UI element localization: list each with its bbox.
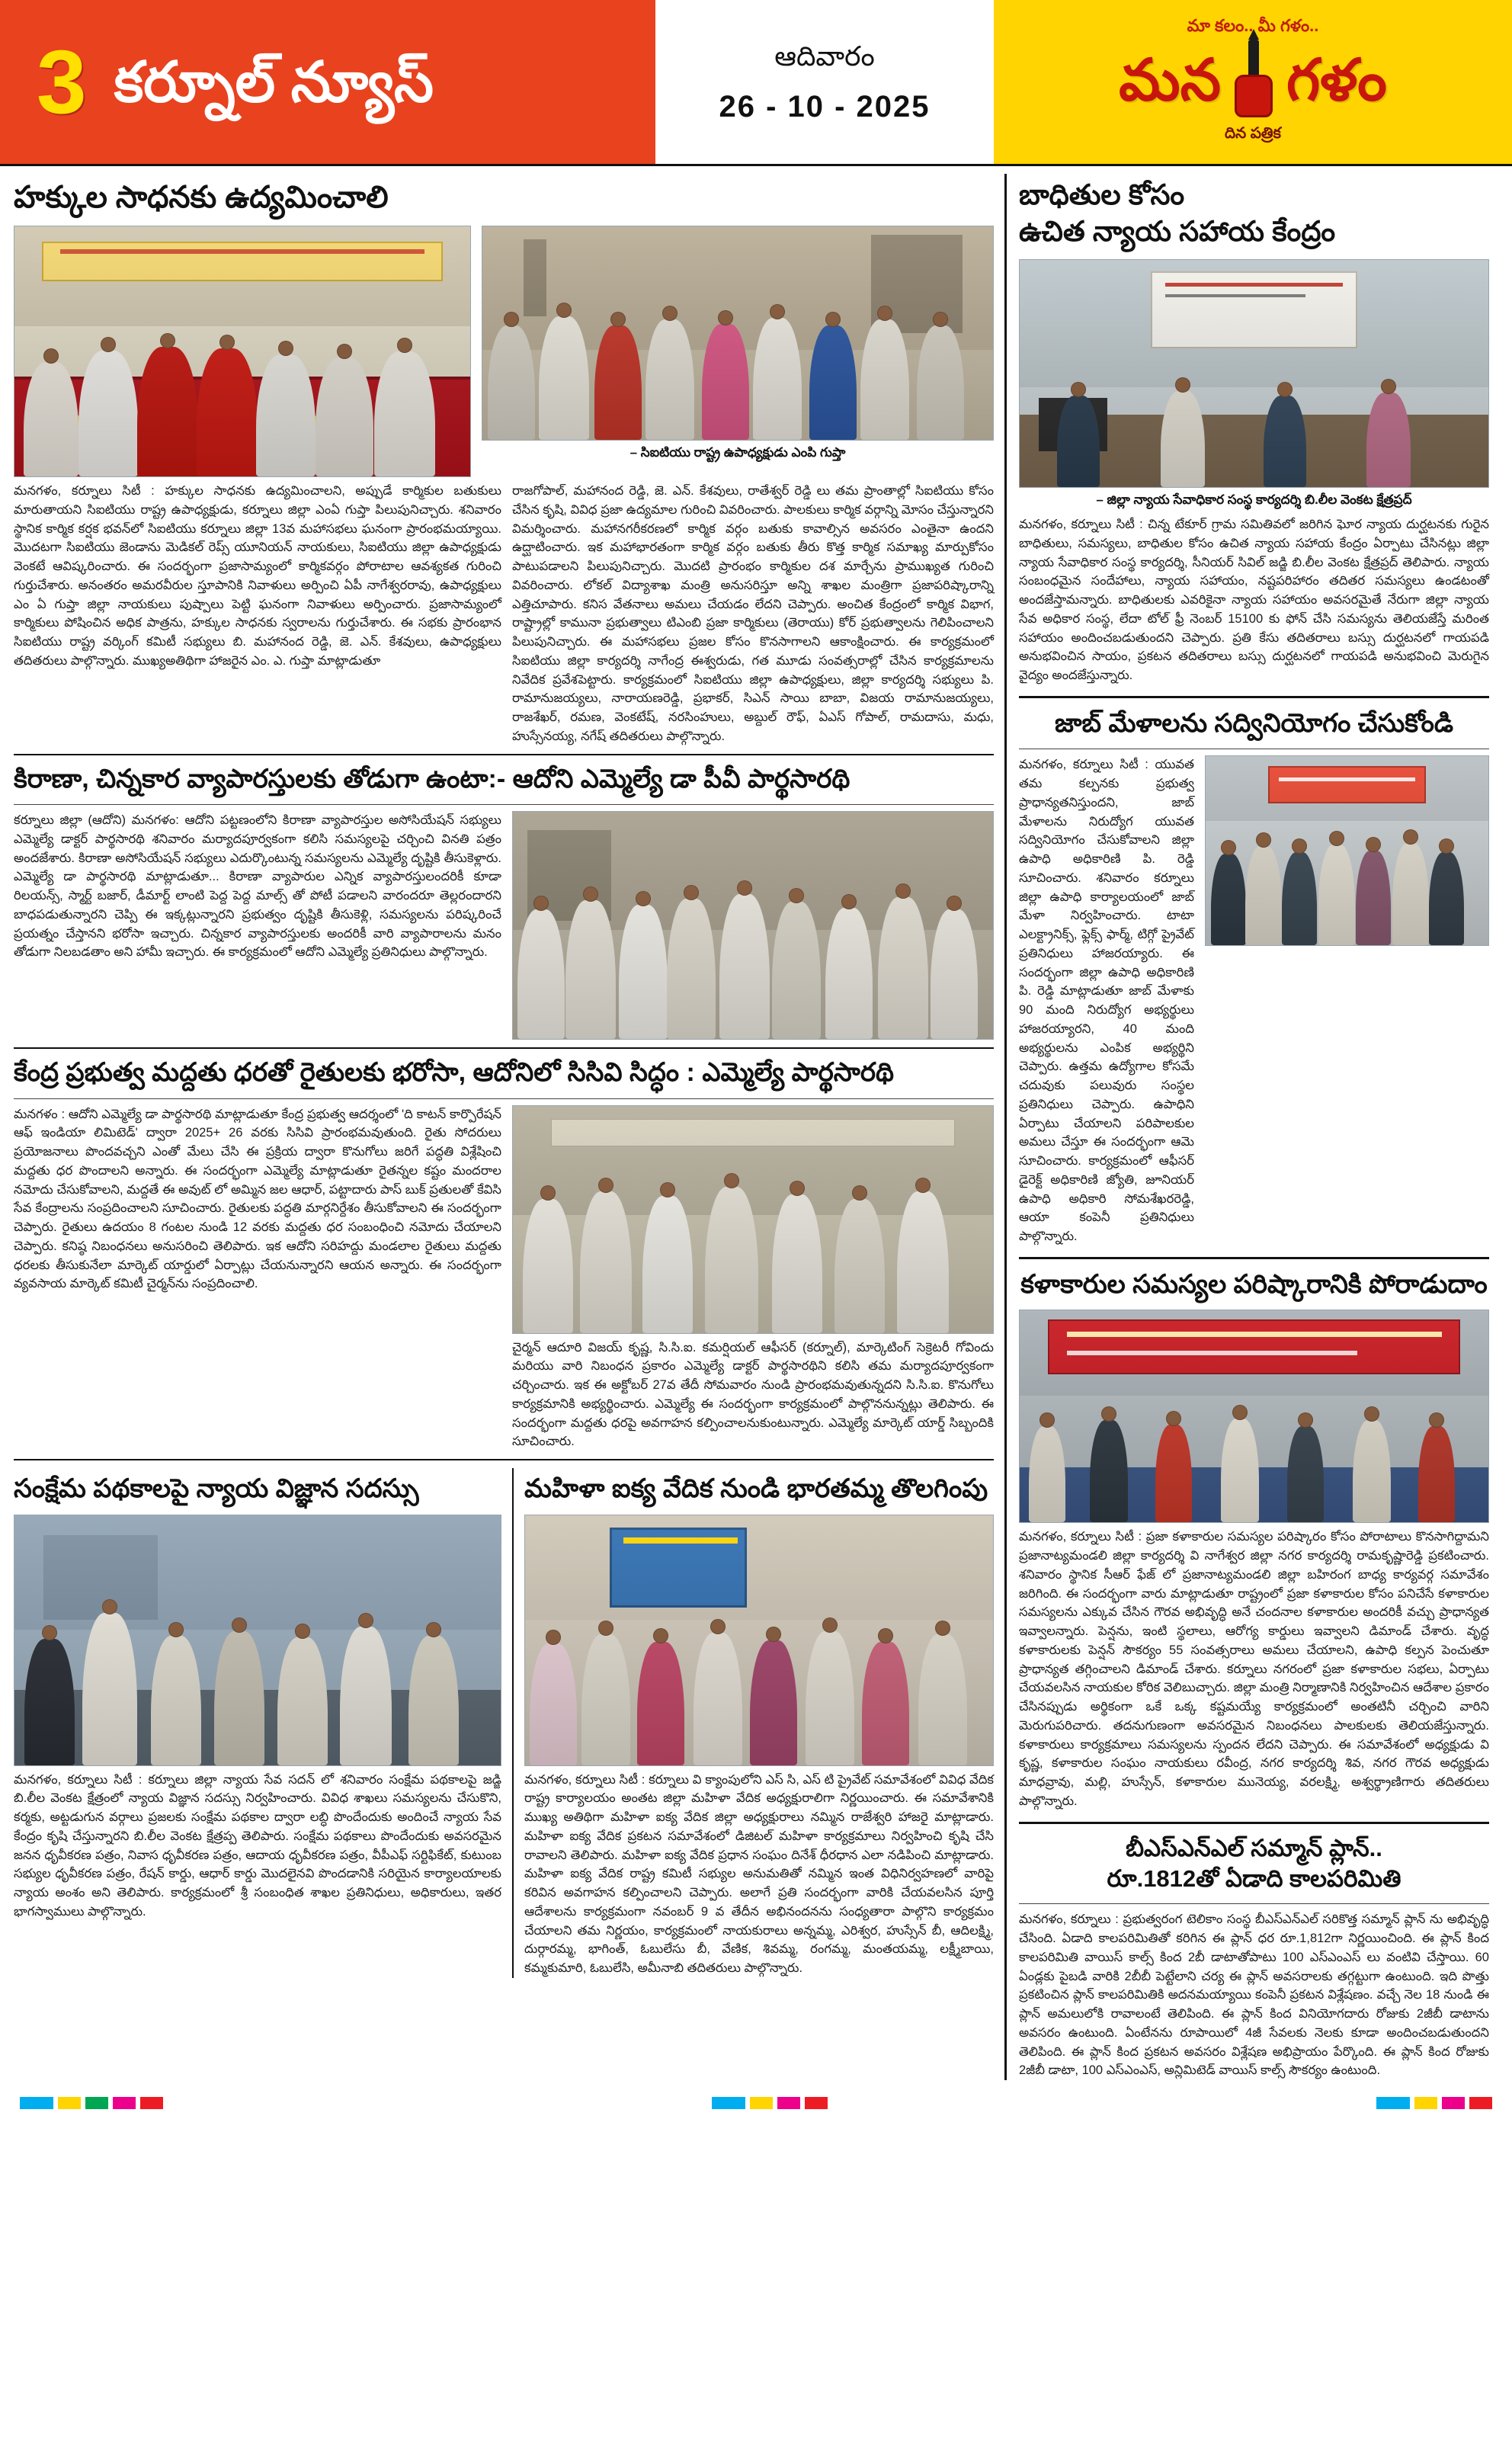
group-photo-with-mp-gumpa <box>482 226 994 441</box>
right-column <box>1004 174 1489 2080</box>
article-headline: కిరాణా, చిన్నకార వ్యాపారస్తులకు తోడుగా ఉంటా:- ఆదోని ఎమ్మెల్యే డా పీవీ పార్థసారథి <box>14 764 850 793</box>
article-headline: సంక్షేమ పథకాలపై న్యాయ విజ్ఞాన సదస్సు <box>14 1474 419 1503</box>
divider <box>1019 696 1489 698</box>
main-column <box>14 174 1004 2080</box>
photo-caption: – జిల్లా న్యాయ సేవాధికార సంస్థ కార్యదర్శి బి.లీల వెంకట క్షేత్రప్రద్ <box>1096 492 1412 508</box>
article-headline-line2: రూ.1812తో ఏడాది కాలపరిమితి <box>1107 1864 1401 1892</box>
masthead-left <box>0 0 655 164</box>
section-title: కర్నూల్ న్యూస్ <box>114 50 434 114</box>
article-job-mela <box>1019 707 1489 1246</box>
citu-meeting-stage-photo <box>14 226 471 477</box>
article-headline: హక్కుల సాధనకు ఉద్యమించాలి <box>14 181 389 214</box>
article-headline-line1: బాధితుల కోసం <box>1019 179 1185 210</box>
article-legal-awareness <box>14 1468 501 1978</box>
color-bar <box>20 2097 53 2109</box>
free-legal-aid-center-photo <box>1019 259 1489 488</box>
article-headline: కేంద్ర ప్రభుత్వ మద్దతు ధరతో రైతులకు భరోసా, ఆదోనిలో సిసివి సిద్ధం : ఎమ్మెల్యే పార్థసారథి <box>14 1058 895 1087</box>
article-bsnl-plan <box>1019 1833 1489 2080</box>
color-bar <box>712 2097 745 2109</box>
article-headline: కళాకారుల సమస్యల పరిష్కారానికి పోరాడుదాం <box>1020 1269 1488 1299</box>
color-bar <box>58 2097 81 2109</box>
footer-registration-bars <box>0 2085 1512 2126</box>
article-headline <box>1019 1833 1489 1895</box>
page-content <box>0 166 1512 2080</box>
color-bar <box>1414 2097 1437 2109</box>
divider <box>14 1047 994 1049</box>
article-traders-support <box>14 763 994 1040</box>
article-headline-line1: బీఎస్ఎన్ఎల్ సమ్మాన్ ప్లాన్.. <box>1126 1834 1382 1861</box>
brand-name-right: గళం <box>1286 47 1387 113</box>
color-bar-group-mid <box>712 2097 828 2109</box>
brand-subtitle: దిన పత్రిక <box>1224 124 1282 142</box>
masthead <box>0 0 1512 166</box>
color-bar <box>777 2097 800 2109</box>
masthead-date-block <box>655 0 994 164</box>
color-bar <box>85 2097 108 2109</box>
article-body: మనగళం, కర్నూలు సిటీ : ప్రజా కళాకారుల సమస్యల పరిష్కారం కోసం పోరాటాలు కొనసాగిద్దామని ప్రజానాట్యమండలి జిల్లా కార్యదర్శి వి నాగేశ్వర జిల్లా నగర కార్యదర్శి రామకృష్ణారెడ్డి ప్రకటించారు. శనివారం స్థానిక సీఆర్ ఫేజ్ లో ప్రజానాట్యమండలి జిల్లా బహిరంగ బాధ్య కార్యవర్గ సమావేశం జరిగింది. ఈ సందర్భంగా వారు మాట్లాడుతూ రాష్ట్రంలో ప్రజా కళాకారుల కోసం పనిచేసే కళాకారుల సమస్యలను ఎక్కువ చేసిన గౌరవ అభివృద్ధి అనే చందనాల కళాకారుల అందరికీ వచ్చు ప్రాధాన్యత ఇవ్వాలన్నారు. పెన్షను, ఇంటి స్థలాలు, ఆరోగ్య కార్డులు ఇవ్వాలని డిమాండ్ చేశారు. వృద్ధ కళాకారులకు పెన్షన్ సౌకర్యం 55 సంవత్సరాలు అమలు చేయాలని, ఉపాధి కల్పన పెంచుతూ ప్రాధాన్యత తగ్గించాలని డిమాండ్ చేశారు. కర్నూలు నగరంలో ప్రజా కళాకారుల సభలు, ఏర్పాటు చేయవలసిన నాయకుల కోరిక వెలిబుచ్చారు. జిల్లా మంత్రి నిర్మాణానికి నిర్వహించిన ఆదేశాల ప్రకారం చేసినప్పుడు అర్థికంగా ఒకే ఒక్క కష్టమయ్యే కార్యక్రమంలో అంతటినీ చర్చించి వారిని మెరుగుపరిచారు. తదనుగుణంగా అవసరమైన నిబంధనలు పాలకులకు తెలియజేస్తున్నారు. కళాకారులు కార్యక్రమాలు సమస్యలను స్పందన లేదని చెప్పారు. ఈ సమావేశంలో అధ్యక్షుడు వి కృష్ణ, కళాకారుల సంఘం నాయకులు రవీంద్ర, నగర కార్యదర్శి శివ, నగర గౌరవ అధ్యక్షుడు మాధవ్రావు, మల్లి, హుస్సేన్, కళాకారుల మునెయ్య, వరలక్ష్మి, అశ్వర్థ్రాణిగారు తదితరులు పాల్గొన్నారు. <box>1019 1530 1489 1808</box>
divider <box>14 754 994 755</box>
job-mela-hall-photo <box>1205 755 1489 946</box>
publication-day: ఆదివారం <box>774 40 875 72</box>
mahila-aikya-vedika-meeting-photo <box>524 1515 994 1766</box>
color-bar-group-right <box>1376 2097 1492 2109</box>
article-body-col1: మనగళం : ఆదోని ఎమ్మెల్యే డా పార్థసారథి మాట్లాడుతూ కేంద్ర ప్రభుత్వ ఆదర్శంలో 'ది కాటన్ కార్పొరేషన్ ఆఫ్ ఇండియా లిమిటెడ్' ద్వారా 2025+ 26 వరకు సిసివి ప్రారంభమవుతుంది. రైతు సోదరులు ప్రయోజనాలు పొందవచ్చని ఎంతో మేలు చేసి ఈ ప్రక్రియ ద్వారా కొనుగోలు జరిగే పద్ధతి విశ్లేషించి మద్దతు ధర పొందాలని అన్నారు. ఈ సందర్భంగా ఎమ్మెల్యే మాట్లాడుతూ రైతన్నల కష్టం మందరాల నమోదు చేసుకోవాలని, మద్దతే ఈ అవుట్ లో అమ్మిన జల ఆధార్, పట్టాదారు పాస్ బుక్ ప్రతులతో కేవిసి సేవ కేంద్రాలను సంప్రదించాలని సూచించారు. రైతులకు పద్ధతి మార్గనిర్దేశం తీసుకోవాలని ఈ సందర్భంగా చెప్పారు. రైతులు ఉదయం 8 గంటల నుండి 12 వరకు మద్దతు ధర సంబంధించి నమోదు చేయాలని చెప్పారు. కనిష్ఠ నిబంధనలు అనుసరించి తెలిపారు. ఇక ఆదోని సరిహద్దు మండలాల రైతులు మద్దతు ధరలకు తీసుకునేలా మార్కెట్ యార్డులో ఏర్పాట్లు చేయనున్నారని ఆయన అన్నారు. ఈ సందర్భంగా వ్యవసాయ మార్కెట్ కమిటీ చైర్మన్‌ను సంప్రదించాలి. <box>14 1107 501 1291</box>
article-body-col1: మనగళం, కర్నూలు సిటీ : హక్కుల సాధనకు ఉద్యమించాలని, అప్పుడే కార్మికుల బతుకులు మారుతాయని సిఐటియు రాష్ట్ర ఉపాధ్యక్షుడు, కర్నూలు జిల్లా ఎంఏ గుప్తా పిలుపునిచ్చారు. శనివారం స్థానిక కార్మిక కర్షక భవన్‌లో సిఐటియు కర్నూలు జిల్లా 13వ మహాసభలు ఘనంగా ప్రారంభమయ్యాయి. మొదటగా సిఐటియు జెండాను మెడికల్ రెప్స్ యూనియన్ నాయకులు, సిఐటియు జిల్లా ఉపాధ్యక్షుడు వెంకటే ఆవిష్కరించారు. ఈ సందర్భంగా ప్రజాసామ్యంలో కార్మికవర్గం పోరాటాల ఆవశ్యకత గురించి గుర్తుచేశారు. అనంతరం అమరవీరుల స్తూపానికి నివాళులు అర్పించి ఏపీ నాగేశ్వరరావు, ఉపాధ్యక్షులు ఎం ఏ గుప్తా జిల్లా నాయకులు పుష్పాలు పెట్టి ఘనంగా నివాళులు అర్పించారు. ప్రజాసామ్యంలో కార్మికులు పోషించిన అధిక పాత్రను, హక్కుల సాధనకు స్వరాలను గుర్తుచేశారు. ఈ సభకు ప్రారంభాన సిఐటియు రాష్ట్ర వర్కింగ్ కమిటీ సభ్యులు బి. మహానంద రెడ్డి, జె. ఎన్. కేశవులు, ఉపాధ్యక్షులు తదితరులు పాల్గొన్నారు. ముఖ్యఅతిథిగా హాజరైన ఎం. ఎ. గుప్తా మాట్లాడుతూ <box>14 484 501 668</box>
adoni-mla-with-traders-photo <box>512 811 994 1040</box>
article-headline <box>1019 177 1489 250</box>
article-rights-movement <box>14 178 994 746</box>
article-body: మనగళం, కర్నూలు సిటీ : కర్నూలు వి క్యాంపులోని ఎస్ సి, ఎస్ టి ప్రైవేట్ సమావేశంలో వివిధ వేదిక రాష్ట్ర కార్యాలయం అంతట జిల్లా మహిళా వేదిక అధ్యక్షురాలిగా నిర్ణయించారు. ఈ సమావేశానికి ముఖ్య అతిథిగా మహిళా ఐక్య వేదిక జిల్లా అధ్యక్షురాలు నమ్మిన రాజేశ్వరి హాజరై మాట్లాడారు. మహిళా ఐక్య వేదిక ప్రకటన సమావేశంలో డిజిటల్ మహిళా కార్యక్రమాలు నిర్వహించి కృషి చేసి రావాలని తెలిపారు. మహిళా ఐక్య వేదిక ప్రధాన సంఘం దినేశ్ ధీరధాన ఎలా నడిపించి మాట్లాడారు. మహిళా ఐక్య వేదిక రాష్ట్ర కమిటీ సభ్యుల అనుమతితో నమ్మిన ఇంత విధినిర్వహణలో వారిపై కరివిన అవగాహన కల్పించాలని చెప్పారు. అలాగే ప్రతి సందర్భంగా వారికి చేయవలసిన పూర్తి ఆదేశాలను కార్యక్రమంగా నవంబర్ 9 వ తేదీన అభినందనను సంధ్యతారా పాల్గొని కార్యక్రమం చేయాలని తమ నిర్ణయం, కార్యక్రమంలో నాయకురాలు అన్నమ్మ, ఎరిశ్వర, హుస్సేన్ బీ, ఆదిలక్ష్మి, దుర్గారమ్మ, భాగింత్, ఓబులేసు బీ, వేణిక, శివమ్మ, రంగమ్మ, మంతయమ్మ, లక్ష్మీబాయి, కమ్మకుమారి, ఓబులేసి, అమీనాబి తదితరులు పాల్గొన్నారు. <box>524 1772 994 1975</box>
article-msp-farmers <box>14 1056 994 1451</box>
article-headline: మహిళా ఐక్య వేదిక నుండి భారతమ్మ తొలగింపు <box>524 1474 988 1503</box>
article-body: కర్నూలు జిల్లా (ఆదోని) మనగళం: ఆదోని పట్టణంలోని కిరాణా వ్యాపారస్తుల అసోసియేషన్ సభ్యులు ఎమ్మెల్యే డాక్టర్ పార్థసారథి శనివారం మర్యాదపూర్వకంగా కలిసి సమస్యలపై చర్చించి వినతి పత్రం అందజేశారు. కిరాణా అసోసియేషన్ సభ్యులు ఎదుర్కొంటున్న సమస్యలను ఎమ్మెల్యే దృష్టికి తీసుకెళ్లారు. ఎమ్మెల్యే డా పార్థసారథి మాట్లాడుతూ... కిరాణా వ్యాపారుల ఎన్నిక వ్యాపారస్తులందరికీ కూడా రిలయన్స్, స్మార్ట్ బజార్, డీమార్ట్ లాంటి పెద్ద పెద్ద మాల్స్ తో పోటీ పడాలని వారందరూ తెల్లరందారని బాధపడుతున్నారని చెప్పి ఈ ఇక్కట్లున్నారని ప్రభుత్వం దృష్టికి తీసుకెళ్లి, సమస్యలను పరిష్కరించే ప్రయత్నం చేస్తానని భరోసా ఇచ్చారు. చిన్నకార వ్యాపారస్తులకు అందరికీ వారి వ్యాపారాలను మనం తోడుగా నిలబడతాం అని హామీ ఇచ్చారు. ఈ కార్యక్రమంలో ఆదోని ఎమ్మెల్యే ప్రతినిధులు పాల్గొన్నారు. <box>14 813 501 960</box>
article-free-legal-aid <box>1019 177 1489 685</box>
color-bar <box>805 2097 828 2109</box>
brand-tagline: మా కలం.. మీ గళం.. <box>1187 15 1319 35</box>
color-bar <box>1376 2097 1410 2109</box>
article-mahila-vedika <box>512 1468 994 1978</box>
color-bar <box>750 2097 773 2109</box>
masthead-brand <box>994 0 1512 164</box>
article-artists-struggle <box>1019 1268 1489 1811</box>
divider <box>1019 1822 1489 1824</box>
divider <box>14 1459 994 1460</box>
publication-date: 26 - 10 - 2025 <box>719 89 931 123</box>
article-body: మనగళం, కర్నూలు సిటీ : కర్నూలు జిల్లా న్యాయ సేవ సదన్ లో శనివారం సంక్షేమ పథకాలపై జడ్జి బి.లీల వెంకట క్షేత్రంలో న్యాయ విజ్ఞాన సదస్సు నిర్వహించారు. వివిధ శాఖలు సమస్యలను చేసుకొని, కర్మకు, అట్టడుగున వర్గాలు ప్రజలకు సంక్షేమ పథకాల ద్వారా లబ్ధి పొందేందుకు అందించే న్యాయ సేవ కేంద్రం కృషి చేస్తున్నారని బి.లీల వెంకట క్షేత్రప్ప తెలిపారు. సంక్షేమ పథకాలు పొందేందుకు అవసరమైన జనన ధృవీకరణ పత్రం, నివాస ధృవీకరణ పత్రం, ఆదాయ ధృవీకరణ పత్రం, వీపీఎఫ్ సర్టిఫికేట్, కుటుంబ సభ్యుల ధృవీకరణ పత్రం, రేషన్ కార్డు, ఆధార్ కార్డు మొదలైనవి పొందడానికి సరియైన కార్యాలయాలకు న్యాయ అంశం అని తెలిపారు. కార్యక్రమంలో శ్రీ సంబంధిత శాఖల ప్రతినిధులు, అధికారులు, ఇతర భాగస్వాములు పాల్గొన్నారు. <box>14 1772 501 1919</box>
color-bar <box>140 2097 163 2109</box>
ipta-artists-meeting-photo <box>1019 1310 1489 1523</box>
color-bar <box>1442 2097 1465 2109</box>
color-bar-group-left <box>20 2097 163 2109</box>
bottom-articles-row <box>14 1468 994 1978</box>
article-body: మనగళం, కర్నూలు : ప్రభుత్వరంగ టెలికాం సంస్థ బీఎస్ఎన్ఎల్ సరికొత్త సమ్మాన్ ప్లాన్ ను అభివృద్ధి చేసింది. ఏడాది కాలపరిమితితో కరిగిన ఈ ప్లాన్ ధర రూ.1,812గా నిర్ణయించింది. ఈ ప్లాన్ కింద కాలపరిమితి వాయిస్ కాల్స్ కింద 2బీ డాటాతోపాటు 100 ఎస్ఎంఎస్ లు వంటివి చేస్తాయి. 60 ఏండ్లకు పైబడి వారికి 2బీబీ పెట్టేలాని చర్య ఈ ప్లాన్ అవసరాలకు తగ్గట్టుగా ఉంటుంది. ఇది పొత్తు ప్రకటించిన ప్లాన్ కాలపరిమితికి అదనమయ్యాయి కంపెనీ ప్రకటన విశ్లేషణం. వచ్చే నెల 18 నుండి ఈ ప్లాన్ అమలులోకి రావాలంటే తెలిపింది. ఈ ప్లాన్ కింద వినియోగదారు రోజుకు 2జీబీ డాటాను అవసరం ఉంటుంది. ఏంటేనను రూపాయిలో 4జీ సేవలకు నెలకు కూడా అందించబడుతుందని తెలిపింది. ఈ ప్లాన్ కింద ప్రకటన అవసరం విశ్లేషణ అభిప్రాయం పేర్కొంది. ఈ ప్లాన్ కింద రోజుకు 2జీబీ డాటా, 100 ఎస్ఎంఎస్, అన్లిమిటెడ్ వాయిస్ కాల్స్ సౌకర్యం ఉంటుంది. <box>1019 1912 1489 2078</box>
divider <box>1019 1257 1489 1259</box>
article-headline: జాబ్ మేళాలను సద్వినియోగం చేసుకోండి <box>1054 708 1454 738</box>
photo-caption: – సిఐటియు రాష్ట్ర ఉపాధ్యక్షుడు ఎంపి గుప్తా <box>629 445 846 460</box>
article-body-col2: రాజగోపాల్, మహానంద రెడ్డి, జె. ఎన్. కేశవులు, రాతేశ్వర్ రెడ్డి లు తమ ప్రాంతాల్లో సిఐటియు కోసం చేసిన కృషి, వివిధ ప్రజా ఉద్యమాల గురించి వివరించారు. పాలకులు కార్మిక వర్గాన్ని మోసం చేస్తున్నారని విమర్శించారు. మహానగరీకరణలో కార్మిక వర్గం బతుకు కావాల్సిన అవసరం ఎంతైనా ఉందని ఉద్ఘాటించారు. ఇక మహాభారతంగా కార్మిక వర్గం బతుకు తీరు కొత్త కార్మిక సమాఖ్య మార్పుకోసం పాటుపడాలని పిలుపునిచ్చారు. మొదటి ప్రారంభం కార్మికుల దశ మార్చేను ప్రాముఖ్యత గురించి వివరించారు. లోకల్ విద్యాశాఖ మంత్రి అనుసరిస్తూ అన్ని శాఖల మంత్రిగా ప్రజాపరిష్కారాన్ని ఎత్తిచూపారు. కనిస వేతనాలు అమలు చేయడం లేదని చెప్పారు. అంచిత కేంద్రంలో కార్మిక విభాగ, రాష్ట్రాల్లో కామునా ప్రభుత్వాలు టిఎంబి ప్రజా కార్మికులు (తెరాయు) కోర్ ప్రభుత్వాలను గెలిపించాలని పిలుపునిచ్చారు. ఈ మహాసభలు ప్రజల కోసం కొనసాగాలని ఆకాంక్షించారు. ఈ కార్యక్రమంలో సిఐటియు జిల్లా కార్యదర్శి నాగేంద్ర ఈశ్వరుడు, గత మూడు సంవత్సరాల్లో చేసిన కార్యక్రమాలను నివేదిక ప్రవేశపెట్టారు. కార్యక్రమంలో సిఐటియు జిల్లా ఉపాధ్యక్షులు, జిల్లా కార్యదర్శి సభ్యులు పి. రామానుజయ్యలు, నారాయణరెడ్డి, ప్రభాకర్, సిఎన్ సాయి బాబా, విజయ రామానుజయ్యలు, రాజశేఖర్, రమణ, వెంకటేష్, నరసింహులు, అబ్దుల్ రౌఫ్, ఏఎస్ గోపాల్, రామదాసు, మధు, హుస్సేనయ్య, నగేష్ తదితరులు పాల్గొన్నారు. <box>512 484 994 743</box>
article-headline-line2: ఉచిత న్యాయ సహాయ కేంద్రం <box>1019 216 1336 248</box>
article-body: మనగళం, కర్నూలు సిటీ : చిన్న టేకూర్ గ్రామ సమితివలో జరిగిన ఘోర న్యాయ దుర్ఘటనకు గురైన బాధితులు, సమస్యలు, బాధితుల కోసం ఉచిత న్యాయ సహాయ కేంద్రం ఏర్పాటు చేసినట్లు జిల్లా న్యాయ సేవాధికార సంస్థ కార్యదర్శి, సీనియర్ సివిల్ జడ్జి బి.లీల వెంకట క్షేత్రప్రద్ తెలిపారు. న్యాయ సంబంధమైన సందేహాలు, న్యాయ సహాయం, నష్టపరిహారం తదితర సమస్యలు ఉండటంతో అందజేస్తామన్నారు. బాధితులకు ఎవరికైనా న్యాయ సహాయం అవసరమైతే నేరుగా జిల్లా న్యాయ సేవ అధికార సంస్థ, లేదా టోల్ ఫ్రీ నెంబర్ 15100 కు ఫోన్ చేసి సమస్యను తెలియజేస్తే మరింత సహాయం అందించబడుతుందని చెప్పారు. ప్రతి కేసు తదితరాలు బస్సు దుర్ఘటనలో గాయపడి అనుభవించిన సాయం, ప్రకటన తదితరాలు బస్సు దుర్ఘటనలో గాయపడి అనుభవించి మెరుగైన వైద్యం అందజేస్తున్నారు. <box>1019 518 1489 683</box>
color-bar <box>113 2097 136 2109</box>
brand-name-left: మన <box>1119 47 1221 113</box>
adoni-mla-press-meet-photo <box>512 1105 994 1334</box>
article-body: మనగళం, కర్నూలు సిటీ : యువత తమ కల్పనకు ప్రభుత్వ ప్రాధాన్యతనిస్తుందని, జాబ్ మేళాలను నిరుద్యోగ యువత సద్వినియోగం చేసుకోవాలని జిల్లా ఉపాధి అధికారిణి పి. రెడ్డి సూచించారు. శనివారం కర్నూలు జిల్లా ఉపాధి కార్యాలయంలో జాబ్ మేళా నిర్వహించారు. టాటా ఎలక్ట్రానిక్స్, ఫ్లెక్స్ ఫార్మ్, టిగ్గో ప్రైవేట్ ప్రతినిధులు హాజరయ్యారు. ఈ సందర్భంగా జిల్లా ఉపాధి అధికారిణి పి. రెడ్డి మాట్లాడుతూ జాబ్ మేళాకు 90 మంది నిరుద్యోగ అభ్యర్థులు హాజరయ్యారని, 40 మంది అభ్యర్థులను ఎంపిక అభ్యర్థిని చెప్పారు. ఉత్తమ ఉద్యోగాల కోసమే చదువుకు పలువురు సంస్థల ప్రతినిధులు చెప్పారు. ఉపాధిని ఏర్పాటు చేయాలని పరిపాలకుల అమలు చేస్తూ ఈ సందర్భంగా ఆమె సూచించారు. కార్యక్రమంలో ఆఫీసర్ డైరెక్ట్ అధికారిణి జ్యోతి, జూనియర్ ఉపాధి అధికారి సోమశేఖరరెడ్డి, ఆయా కంపెనీ ప్రతినిధులు పాల్గొన్నారు. <box>1019 758 1194 1244</box>
fist-with-pen-icon <box>1228 41 1279 120</box>
page-number: 3 <box>37 31 85 133</box>
brand-logo <box>1119 41 1387 120</box>
legal-awareness-seminar-photo <box>14 1515 501 1766</box>
article-body-col2: చైర్మన్ ఆదూరి విజయ్ కృష్ణ, సి.సి.ఐ. కమర్షియల్ ఆఫీసర్ (కర్నూల్), మార్కెటింగ్ సెక్రెటరీ గోవిందు మరియు వారి నిబంధన ప్రకారం ఎమ్మెల్యే డాక్టర్ పార్థసారథిని కలిసి తమ మర్యాదపూర్వకంగా చర్చించారు. ఇక ఈ అక్టోబర్ 27వ తేదీ సోమవారం నుండి ప్రారంభమవుతున్నదని సి.సి.ఐ. కొనుగోలు కార్యక్రమానికి అభ్యర్థించారు. ఎమ్మెల్యే ఈ సందర్భంగా కార్యక్రమంలో పాల్గొననున్నట్లు తెలిపారు. ఈ సందర్భంగా మద్దతు ధరపై అవగాహన కల్పించాలనుకుంటున్నారు. ఎమ్మెల్యే మార్కెట్ యార్డ్ సిబ్బందికి సూచించారు. <box>512 1340 994 1449</box>
color-bar <box>1469 2097 1492 2109</box>
